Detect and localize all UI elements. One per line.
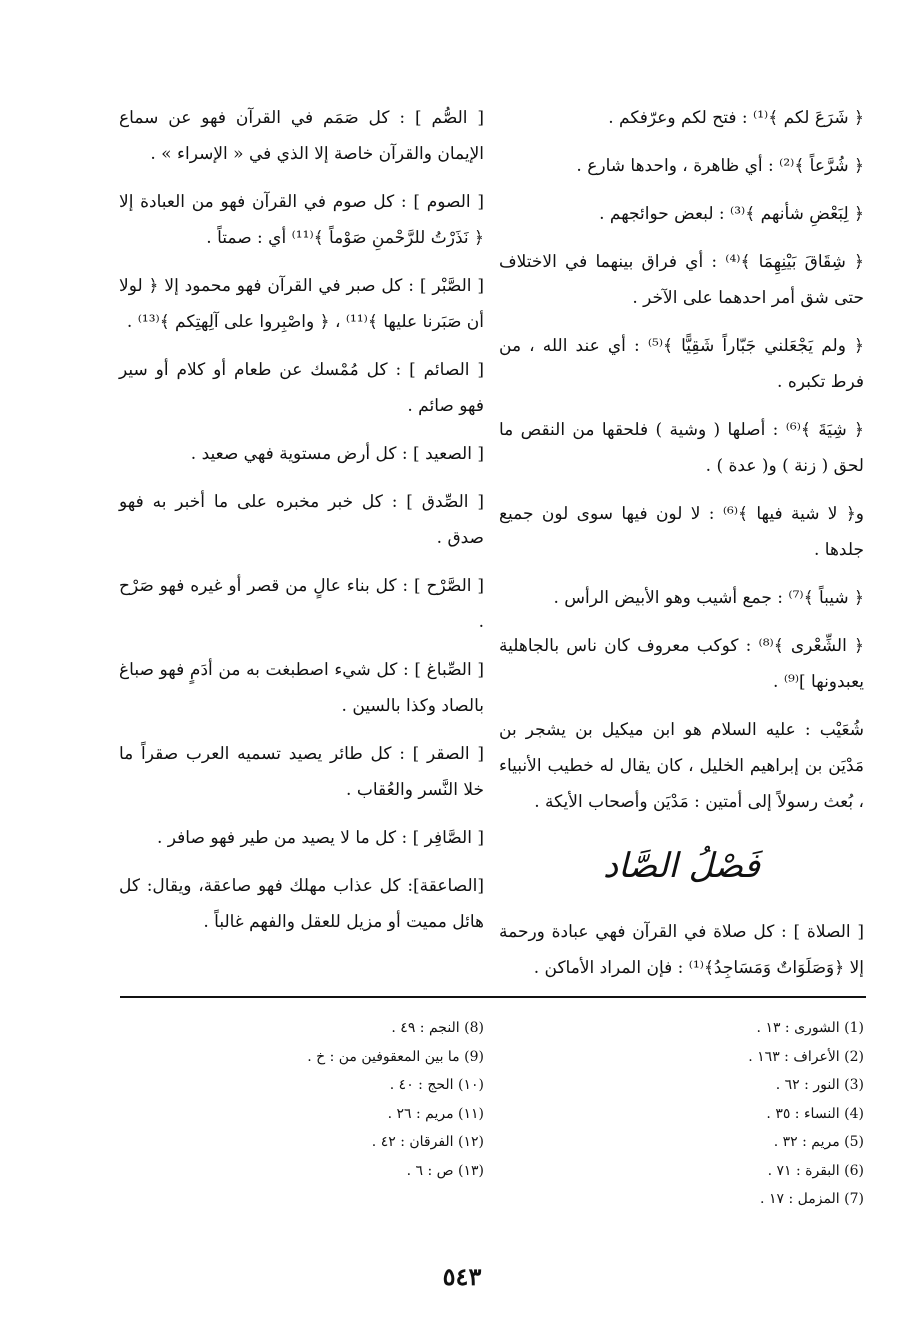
footnote: (9) ما بين المعقوفين من : خ . [307, 1048, 484, 1065]
footnote: (8) النجم : ٤٩ . [391, 1020, 484, 1036]
entry: [ الصقر ] : كل طائر يصيد تسميه العرب صقراً ما خلا النَّسر والعُقاب . [119, 744, 484, 800]
entry: و﴿ لا شية فيها ﴾⁽⁶⁾ : لا لون فيها سوى لون جميع جلدها . [499, 504, 864, 560]
footnote: (1) الشورى : ١٣ . [756, 1020, 864, 1036]
entry: ﴿ ولم يَجْعَلني جَبّاراً شَقِيًّا ﴾⁽⁵⁾ : أي عند الله ، من فرط تكبره . [499, 336, 864, 392]
entry: [ الصلاة ] : كل صلاة في القرآن فهي عبادة ورحمة إلا ﴿وَصَلَوَاتٌ وَمَسَاجِدُ﴾⁽¹⁾ : فإن المراد الأماكن . [499, 922, 864, 978]
footnote: (7) المزمل : ١٧ . [760, 1191, 864, 1207]
footnote: (6) البقرة : ٧١ . [767, 1162, 864, 1179]
entry: [ الصوم ] : كل صوم في القرآن فهو من العبادة إلا ﴿ نَذَرْتُ للرَّحْمنِ صَوْماً ﴾⁽¹¹⁾ أي : صمتاً . [119, 192, 484, 248]
footnote: (١١) مريم : ٢٦ . [387, 1105, 484, 1122]
entry: ﴿ لِبَعْضِ شأنهم ﴾⁽³⁾ : لبعض حوائجهم . [599, 204, 864, 224]
left-column [119, 100, 484, 952]
entry: [ الصعيد ] : كل أرض مستوية فهي صعيد . [190, 444, 484, 464]
footnotes-left [144, 1014, 484, 1185]
entry: [ الصِّدق ] : كل خبر مخبره على ما أخبر به فهو صدق . [119, 492, 484, 548]
footnote: (4) النساء : ٣٥ . [766, 1105, 864, 1122]
footnote: (2) الأعراف : ١٦٣ . [748, 1048, 864, 1065]
page-number: ٥٤٣ [442, 1262, 482, 1291]
entry: [ الصائم ] : كل مُمْسك عن طعام أو كلام أو سير فهو صائم . [119, 360, 484, 416]
footnote: (١٠) الحج : ٤٠ . [389, 1077, 484, 1093]
entry: ﴿ الشِّعْرى ﴾⁽⁸⁾ : كوكب معروف كان ناس بالجاهلية يعبدونها ]⁽⁹⁾ . [499, 636, 864, 692]
right-column [499, 100, 864, 998]
entry: شُعَيْب : عليه السلام هو ابن ميكيل بن يشجر بن مَدْيَن بن إبراهيم الخليل ، كان يقال له خطيب الأنبياء ، بُعث رسولاً إلى أمتين : مَدْيَن وأصحاب الأيكة . [499, 720, 864, 812]
footnote: (5) مريم : ٣٢ . [773, 1134, 864, 1150]
footnotes-right [524, 1014, 864, 1214]
entry: ﴿ شُرَّعاً ﴾⁽²⁾ : أي ظاهرة ، واحدها شارع . [576, 156, 864, 176]
entry: ﴿ شِيَةَ ﴾⁽⁶⁾ : أصلها ( وشية ) فلحقها من النقص ما لحق ( زنة ) و( عدة ) . [499, 420, 864, 476]
footnote: (١٢) الفرقان : ٤٢ . [371, 1134, 484, 1150]
footnote: (١٣) ص : ٦ . [406, 1162, 484, 1179]
entry: [ الصَّافِر ] : كل ما لا يصيد من طير فهو صافر . [156, 828, 484, 848]
section-title: فَصْلُ الصَّاد [602, 846, 761, 886]
entry: ﴿ شِقَاقَ بَيْنِهِمَا ﴾⁽⁴⁾ : أي فراق بينهما في الاختلاف حتى شق أمر احدهما على الآخر . [499, 252, 864, 308]
entry: [ الصَّرْح ] : كل بناء عالٍ من قصر أو غيره فهو صَرْح . [119, 576, 484, 632]
entry: ﴿ شيباً ﴾⁽⁷⁾ : جمع أشيب وهو الأبيض الرأس . [553, 588, 864, 608]
entry: [ الصَّبْر ] : كل صبر في القرآن فهو محمود إلا ﴿ لولا أن صَبَرنا عليها ﴾⁽¹¹⁾ ، ﴿ واصْبِروا على آلِهتِكم ﴾⁽¹³⁾ . [119, 276, 484, 332]
entry: [ الصِّباغ ] : كل شيء اصطبغت به من أدَمٍ فهو صباغ بالصاد وكذا بالسين . [119, 660, 484, 716]
entry: ﴿ شَرَعَ لكم ﴾⁽¹⁾ : فتح لكم وعرّفكم . [608, 108, 864, 128]
footnote-divider [120, 996, 866, 998]
entry: [ الصُّم ] : كل صَمَم في القرآن فهو عن سماع الإيمان والقرآن خاصة إلا الذي في « الإسراء » . [119, 108, 484, 164]
footnote: (3) النور : ٦٢ . [775, 1077, 864, 1093]
entry: [الصاعقة]: كل عذاب مهلك فهو صاعقة، ويقال: كل هائل مميت أو مزيل للعقل والفهم غالباً . [119, 876, 484, 932]
